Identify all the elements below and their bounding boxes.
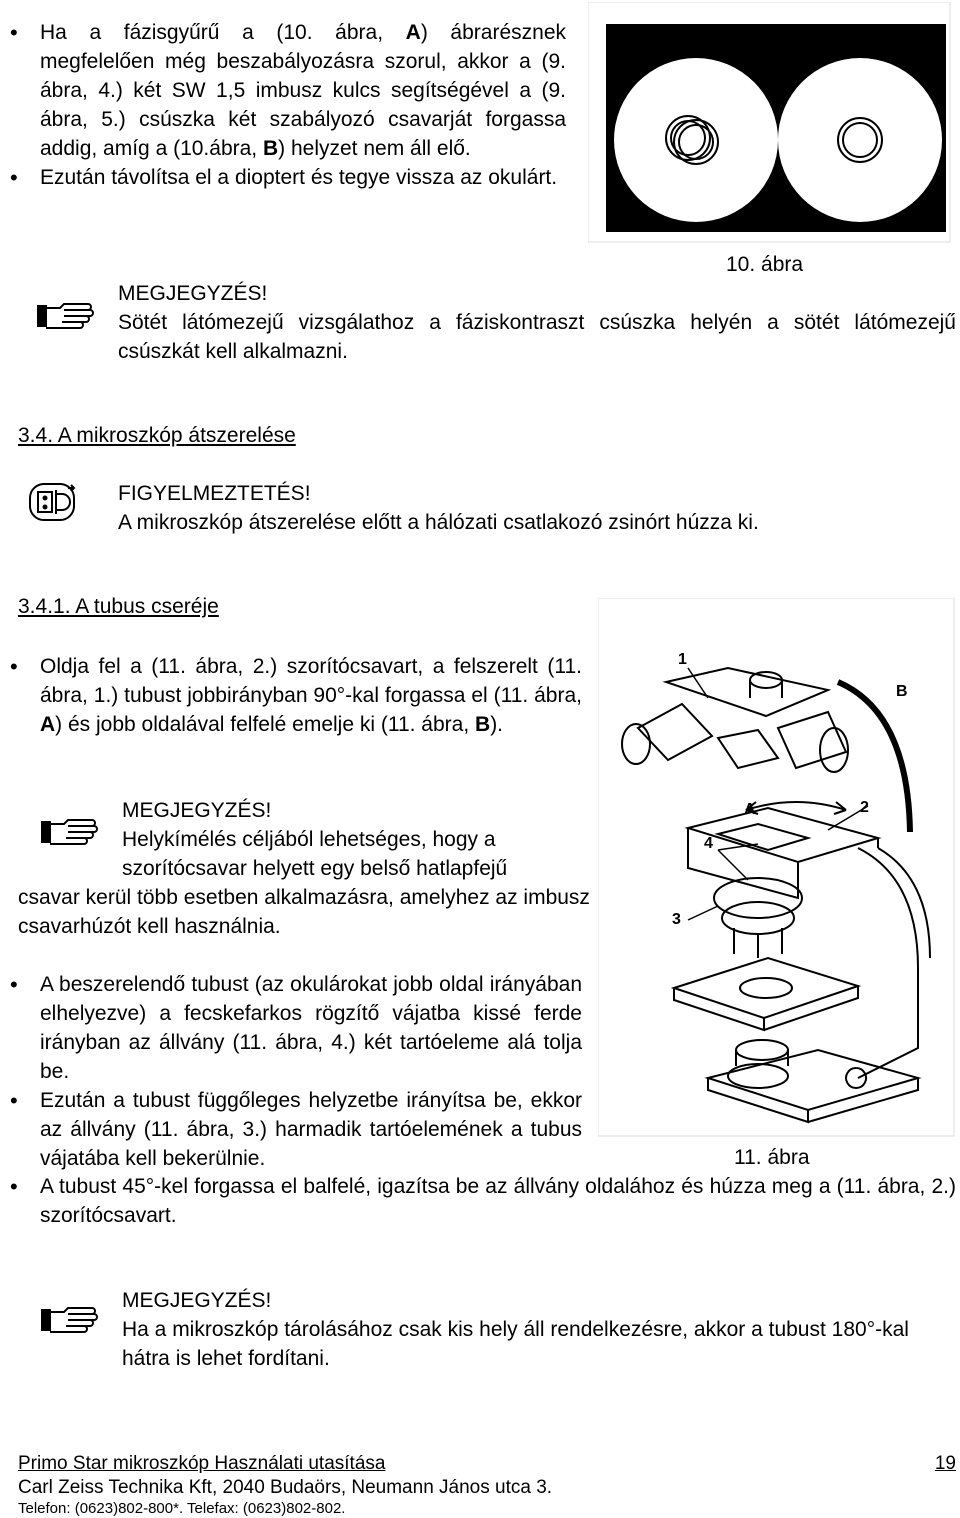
bullet-rotate-45: • A tubust 45°-kel forgassa el balfelé, igazítsa be az állvány oldalához és húzza meg a (11. ábra, 2.) szorítócsavart. <box>0 1172 956 1230</box>
note2-line2: szorítócsavar helyett egy belső hatlapfejű <box>122 857 508 880</box>
bullet-remove-diopter: • Ezután távolítsa el a dioptert és tegye vissza az okulárt. <box>0 163 566 192</box>
top-bullet-list <box>0 18 566 192</box>
tube-bullet-list <box>0 652 582 739</box>
figure-11-label-4: 4 <box>704 835 713 852</box>
install-bullet-list <box>0 970 582 1173</box>
figure-11-label-1: 1 <box>678 651 687 668</box>
figure-10-label-a: A <box>692 45 703 62</box>
figure-11-label-3: 3 <box>672 911 681 928</box>
warning-title: FIGYELMEZTETÉS! <box>118 482 311 505</box>
figure-11-label-2: 2 <box>860 799 869 816</box>
bullet-vertical-position: • Ezután a tubust függőleges helyzetbe irányítsa be, ekkor az állvány (11. ábra, 3.) harmadik tartóelemének a tubus vájatába kell bekerülnie. <box>0 1086 582 1173</box>
bullet-loosen-screw: • Oldja fel a (11. ábra, 2.) szorítócsavart, a felszerelt (11. ábra, 1.) tubust jobbirányban 90°-kal forgassa el (11. ábra, A) és jobb oldalával felfelé emelje ki (11. ábra, B). <box>0 652 582 739</box>
note2-title: MEGJEGYZÉS! <box>122 799 272 822</box>
figure-11-caption: 11. ábra <box>734 1146 810 1169</box>
footer-title: Primo Star mikroszkóp Használati utasítása <box>18 1453 386 1474</box>
note2-rest: csavar kerül több esetben alkalmazásra, amelyhez az imbusz csavarhúzót kell használnia. <box>18 886 590 938</box>
page-number: 19 <box>934 1453 956 1474</box>
figure-11-label-a: A <box>744 801 756 818</box>
footer <box>18 1452 956 1518</box>
footer-address: Carl Zeiss Technika Kft, 2040 Budaörs, Neumann János utca 3. <box>18 1477 553 1498</box>
microscope-drawing <box>598 598 956 1138</box>
footer-contact: Telefon: (0623)802-800*. Telefax: (0623)802-802. <box>18 1500 346 1517</box>
section-3-4-1-heading: 3.4.1. A tubus cseréje <box>18 595 219 618</box>
figure-10-label-b: B <box>848 45 859 62</box>
note3-title: MEGJEGYZÉS! <box>122 1289 272 1312</box>
section-3-4-heading: 3.4. A mikroszkóp átszerelése <box>18 424 296 447</box>
figure-11-label-b: B <box>896 683 908 700</box>
figure-11 <box>598 598 956 1138</box>
unplug-warning-icon <box>24 480 80 524</box>
pointing-hand-icon <box>36 296 100 336</box>
figure-10-caption: 10. ábra <box>726 253 804 276</box>
rotate-bullet-list <box>0 1172 956 1230</box>
warning-text: A mikroszkóp átszerelése előtt a hálózati csatlakozó zsinórt húzza ki. <box>118 511 759 534</box>
figure-10 <box>588 2 952 244</box>
note1-text: Sötét látómezejű vizsgálathoz a fáziskontraszt csúszka helyén a sötét látómezejű csúszkát kell alkalmazni. <box>118 311 956 363</box>
bullet-insert-tube: • A beszerelendő tubust (az okulárokat jobb oldal irányában elhelyezve) a fecskefarkos rögzítő vájatba kissé ferde irányban az állvány (11. ábra, 4.) két tartóeleme alá tolja be. <box>0 970 582 1086</box>
footer-title-row <box>18 1452 956 1476</box>
figure-10-drawing <box>588 2 952 244</box>
pointing-hand-icon-3 <box>40 1300 104 1340</box>
note3-text: Ha a mikroszkóp tárolásához csak kis hely áll rendelkezésre, akkor a tubust 180°-kal hátra is lehet fordítani. <box>122 1318 909 1370</box>
note2-line1: Helykímélés céljából lehetséges, hogy a <box>122 828 496 851</box>
note1-title: MEGJEGYZÉS! <box>118 282 268 305</box>
pointing-hand-icon-2 <box>40 812 104 852</box>
bullet-phase-ring: • Ha a fázisgyűrű a (10. ábra, A) ábrarésznek megfelelően még beszabályozásra szorul, akkor a (9. ábra, 4.) két SW 1,5 imbusz kulcs segítségével a (9. ábra, 5.) csúszka két szabályozó csavarját forgassa addig, amíg a (10.ábra, B) helyzet nem áll elő. <box>0 18 566 163</box>
